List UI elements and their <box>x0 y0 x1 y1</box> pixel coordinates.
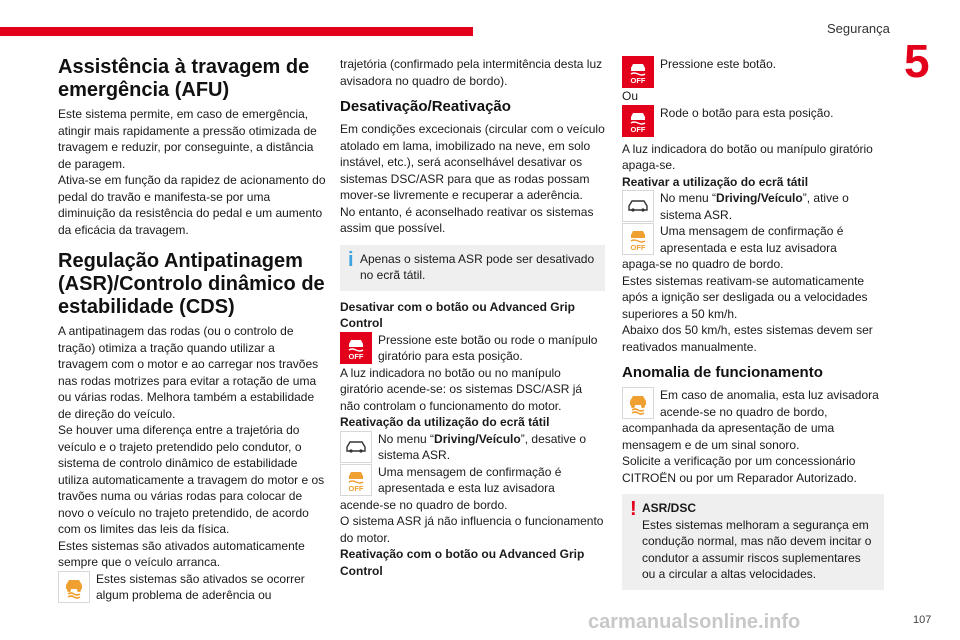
watermark: carmanualsonline.info <box>588 611 801 633</box>
chapter-number: 5 <box>904 35 930 87</box>
confirm-after: acende-se no quadro de bordo. <box>340 497 508 512</box>
off-label: OFF <box>348 483 364 493</box>
asr-body-2: Se houver uma diferença entre a trajetória do veículo e o trajeto pretendido pelo condutor, o sistema de controlo dinâmico de estabilidade utiliza automaticamente a travagem do motor e os travões numa ou várias rodas para colocar de novo o veículo no trajeto pretendido, de acordo com os limites das leis da física. <box>58 423 325 536</box>
column-2 <box>340 56 605 579</box>
deactivation-body-2: No entanto, é aconselhado reativar os sistemas assim que possível. <box>340 204 594 235</box>
rotary-off-icon <box>622 105 654 137</box>
menu-row <box>622 190 884 223</box>
malfunction-text: Em caso de anomalia, esta luz avisadora acende-se no quadro de bordo, <box>660 388 879 419</box>
skid-warning-icon <box>58 571 90 603</box>
off-button-after: A luz indicadora no botão ou no manípulo giratório acende-se: os sistemas DSC/ASR já não controlam o funcionamento do motor. <box>340 365 583 413</box>
menu-bold: Driving/Veículo <box>434 431 521 446</box>
off-label: OFF <box>630 243 646 252</box>
asr-off-button-icon <box>622 56 654 88</box>
reactivation-heading: Reativação com o botão ou Advanced Grip Control <box>340 547 585 578</box>
asr-off-text: O sistema ASR já não influencia o funcionamento do motor. <box>340 514 604 545</box>
or-text: Ou <box>622 89 639 103</box>
off-label: OFF <box>630 76 646 85</box>
deactivation-title: Desativação/Reativação <box>340 98 511 115</box>
off-label: OFF <box>348 351 364 361</box>
screen-deactivation-heading: Reativação da utilização do ecrã tátil <box>340 415 550 429</box>
warning-note-title: ASR/DSC <box>642 501 697 515</box>
afu-body: Este sistema permite, em caso de emergência, atingir mais rapidamente a pressão otimizada de travagem e reduzir, por conseguinte, a distância de paragem. <box>58 107 317 171</box>
malfunction-title: Anomalia de funcionamento <box>622 364 823 381</box>
asr-off-warning-icon <box>622 223 654 255</box>
menu-text <box>660 190 884 223</box>
confirm-row <box>622 223 884 256</box>
info-note-text: Apenas o sistema ASR pode ser desativado no ecrã tátil. <box>360 251 595 282</box>
asr-title: Regulação Antipatinagem (ASR)/Controlo dinâmico de estabilidade (CDS) <box>58 250 325 318</box>
warning-note-text: Estes sistemas melhoram a segurança em condução normal, mas não devem incitar o condutor a assumir riscos suplementares ou a circular a altas velocidades. <box>642 517 872 581</box>
off-button-text: Pressione este botão ou rode o manípulo giratório para esta posição. <box>378 332 598 363</box>
malfunction-after: acompanhada da apresentação de uma mensagem e de um sinal sonoro. <box>622 421 835 452</box>
menu-row <box>340 431 605 464</box>
asr-off-warning-icon <box>340 464 372 496</box>
below-speed-text: Abaixo dos 50 km/h, estes sistemas devem ser reativados manualmente. <box>622 323 873 354</box>
column-3 <box>622 56 884 598</box>
confirm-after: apaga-se no quadro de bordo. <box>622 257 784 271</box>
off-button-row <box>340 332 605 365</box>
skid-warning-text: Estes sistemas são ativados se ocorrer algum problema de aderência ou <box>96 571 305 602</box>
light-off-text: A luz indicadora do botão ou manípulo giratório apaga-se. <box>622 141 873 172</box>
warning-note-body <box>642 500 876 583</box>
menu-text <box>378 431 605 464</box>
info-note <box>340 245 605 291</box>
press-row <box>622 56 884 88</box>
car-icon <box>622 190 654 222</box>
deactivate-button-heading: Desativar com o botão ou Advanced Grip Control <box>340 299 575 330</box>
car-icon <box>340 431 372 463</box>
info-icon: i <box>348 248 354 271</box>
rotate-row <box>622 105 884 137</box>
menu-post: ”, ative o sistema ASR. <box>660 191 849 222</box>
deactivation-body: Em condições excecionais (circular com o veículo atolado em lama, imobilizado na neve, em solo instável, etc.), será aconselhável desativar os sistemas DSC/ASR para que as rodas possam mover-se livremente e recuperar a aderência. <box>340 122 605 202</box>
page-number: 107 <box>913 614 932 626</box>
afu-title: Assistência à travagem de emergência (AFU) <box>58 56 310 101</box>
rotate-text: Rode o botão para esta posição. <box>660 105 834 120</box>
malfunction-row <box>622 387 884 420</box>
skid-warning-row <box>58 571 326 604</box>
off-label: OFF <box>630 124 646 134</box>
exclamation-icon: ! <box>630 498 637 520</box>
warning-note <box>622 494 884 590</box>
header-red-bar <box>0 27 473 36</box>
verify-text: Solicite a verificação por um concessionário CITROËN ou por um Reparador Autorizado. <box>622 454 857 485</box>
menu-bold: Driving/Veículo <box>716 191 803 205</box>
press-text: Pressione este botão. <box>660 57 777 71</box>
afu-body-2: Ativa-se em função da rapidez de acionamento do pedal do travão e manifesta-se por uma diminuição da resistência do pedal e um aumento da eficácia da travagem. <box>58 173 326 237</box>
continued-text: trajetória (confirmado pela intermitência desta luz avisadora no quadro de bordo). <box>340 57 603 88</box>
asr-body: A antipatinagem das rodas (ou o controlo de tração) otimiza a tração quando utilizar a travagem com o motor e ao carregar nos travões nas rodas motrizes para evitar a rotação de uma ou várias rodas. Melhora também a estabilidade de direção do veículo. <box>58 324 319 421</box>
asr-off-button-icon <box>340 332 372 364</box>
menu-pre: No menu “ <box>378 431 435 446</box>
column-1 <box>58 56 326 604</box>
screen-reactivation-heading: Reativar a utilização do ecrã tátil <box>622 174 809 189</box>
asr-body-3: Estes sistemas são ativados automaticamente sempre que o veículo arranca. <box>58 538 305 569</box>
section-title: Segurança <box>827 21 890 36</box>
reactivate-text: Estes sistemas reativam-se automaticamente após a ignição ser desligada ou a velocidades superiores a 50 km/h. <box>622 273 868 321</box>
confirm-text: Uma mensagem de confirmação é apresentada e esta luz avisadora <box>378 464 562 495</box>
menu-pre: No menu “ <box>660 191 717 205</box>
skid-warning-icon <box>622 387 654 419</box>
confirm-text: Uma mensagem de confirmação é apresentada e esta luz avisadora <box>660 224 844 255</box>
confirm-row <box>340 464 605 497</box>
menu-post: ”, desative o sistema ASR. <box>378 431 587 462</box>
